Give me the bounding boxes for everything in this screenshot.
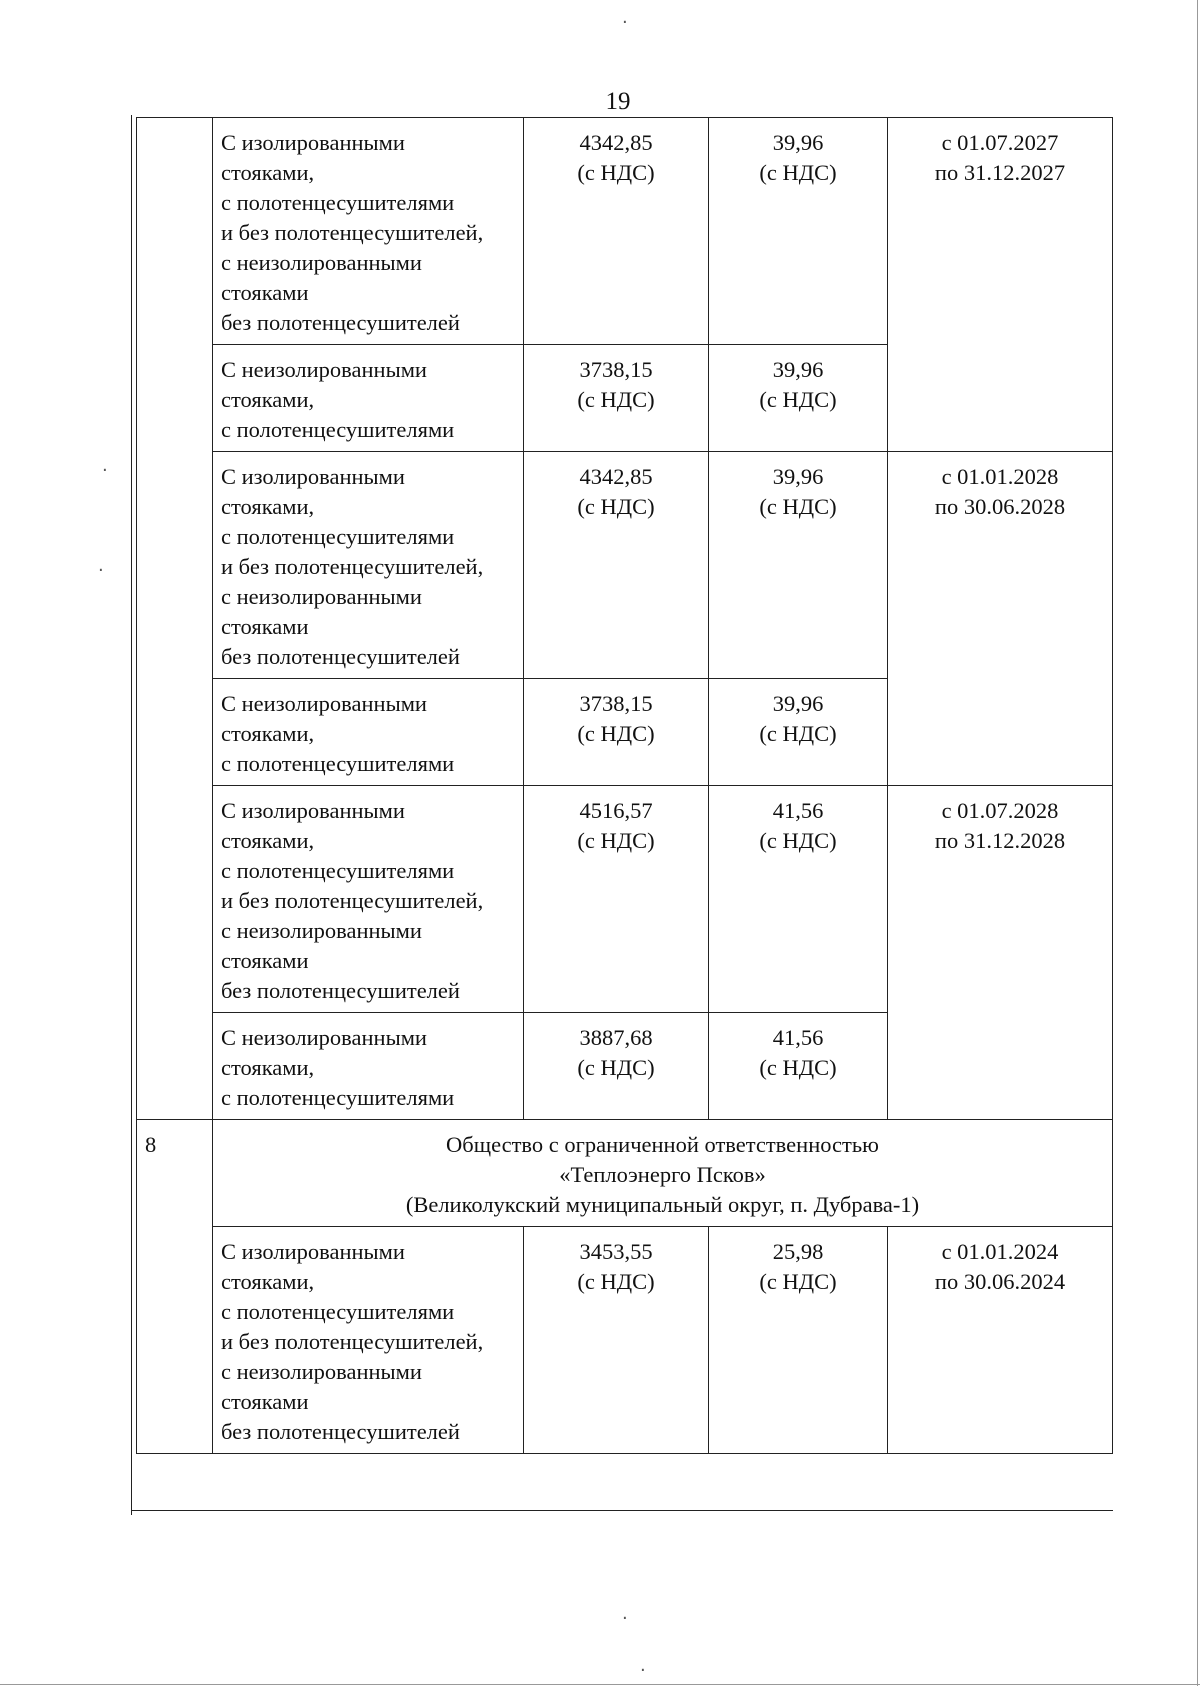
scan-speck: · bbox=[98, 560, 104, 581]
row-index: 8 bbox=[137, 1120, 213, 1454]
tariff-cell: 3453,55 (с НДС) bbox=[524, 1227, 709, 1454]
rate-cell: 41,56 (с НДС) bbox=[709, 786, 888, 1013]
page-number: 19 bbox=[605, 88, 631, 115]
description-cell: С неизолированными стояками, с полотенцесушителями bbox=[213, 345, 524, 452]
period-cell: с 01.07.2028 по 31.12.2028 bbox=[888, 786, 1113, 1120]
bottom-border-line bbox=[131, 1510, 1113, 1511]
table-row bbox=[137, 118, 1113, 345]
scan-speck: · bbox=[102, 460, 108, 481]
description-cell: С неизолированными стояками, с полотенцесушителями bbox=[213, 679, 524, 786]
description-cell: С изолированными стояками, с полотенцесушителями и без полотенцесушителей, с неизолированными стояками без полотенцесушителей bbox=[213, 452, 524, 679]
period-cell: с 01.01.2024 по 30.06.2024 bbox=[888, 1227, 1113, 1454]
organization-row bbox=[137, 1120, 1113, 1227]
scan-speck: · bbox=[640, 1660, 646, 1681]
table-row bbox=[137, 786, 1113, 1013]
scan-speck: · bbox=[622, 12, 628, 33]
rate-cell: 39,96 (с НДС) bbox=[709, 118, 888, 345]
period-cell: с 01.01.2028 по 30.06.2028 bbox=[888, 452, 1113, 786]
organization-cell: Общество с ограниченной ответственностью «Теплоэнерго Псков» (Великолукский муниципальный округ, п. Дубрава-1) bbox=[213, 1120, 1113, 1227]
rate-cell: 25,98 (с НДС) bbox=[709, 1227, 888, 1454]
tariff-cell: 4342,85 (с НДС) bbox=[524, 118, 709, 345]
tariff-cell: 4516,57 (с НДС) bbox=[524, 786, 709, 1013]
tariff-cell: 3738,15 (с НДС) bbox=[524, 679, 709, 786]
description-cell: С неизолированными стояками, с полотенцесушителями bbox=[213, 1013, 524, 1120]
index-cell-empty bbox=[137, 118, 213, 1120]
tariff-cell: 3738,15 (с НДС) bbox=[524, 345, 709, 452]
period-cell: с 01.07.2027 по 31.12.2027 bbox=[888, 118, 1113, 452]
description-cell: С изолированными стояками, с полотенцесушителями и без полотенцесушителей, с неизолированными стояками без полотенцесушителей bbox=[213, 118, 524, 345]
scan-edge-bottom bbox=[0, 1684, 1200, 1685]
table-row bbox=[137, 1227, 1113, 1454]
tariff-cell: 4342,85 (с НДС) bbox=[524, 452, 709, 679]
description-cell: С изолированными стояками, с полотенцесушителями и без полотенцесушителей, с неизолированными стояками без полотенцесушителей bbox=[213, 786, 524, 1013]
rate-cell: 39,96 (с НДС) bbox=[709, 345, 888, 452]
table-row bbox=[137, 452, 1113, 679]
tariff-table bbox=[136, 117, 1113, 1454]
rate-cell: 39,96 (с НДС) bbox=[709, 452, 888, 679]
scan-speck: · bbox=[622, 1608, 628, 1629]
scan-edge-right bbox=[1197, 0, 1198, 1686]
rate-cell: 39,96 (с НДС) bbox=[709, 679, 888, 786]
tariff-cell: 3887,68 (с НДС) bbox=[524, 1013, 709, 1120]
rate-cell: 41,56 (с НДС) bbox=[709, 1013, 888, 1120]
description-cell: С изолированными стояками, с полотенцесушителями и без полотенцесушителей, с неизолированными стояками без полотенцесушителей bbox=[213, 1227, 524, 1454]
left-border-line bbox=[131, 115, 132, 1515]
